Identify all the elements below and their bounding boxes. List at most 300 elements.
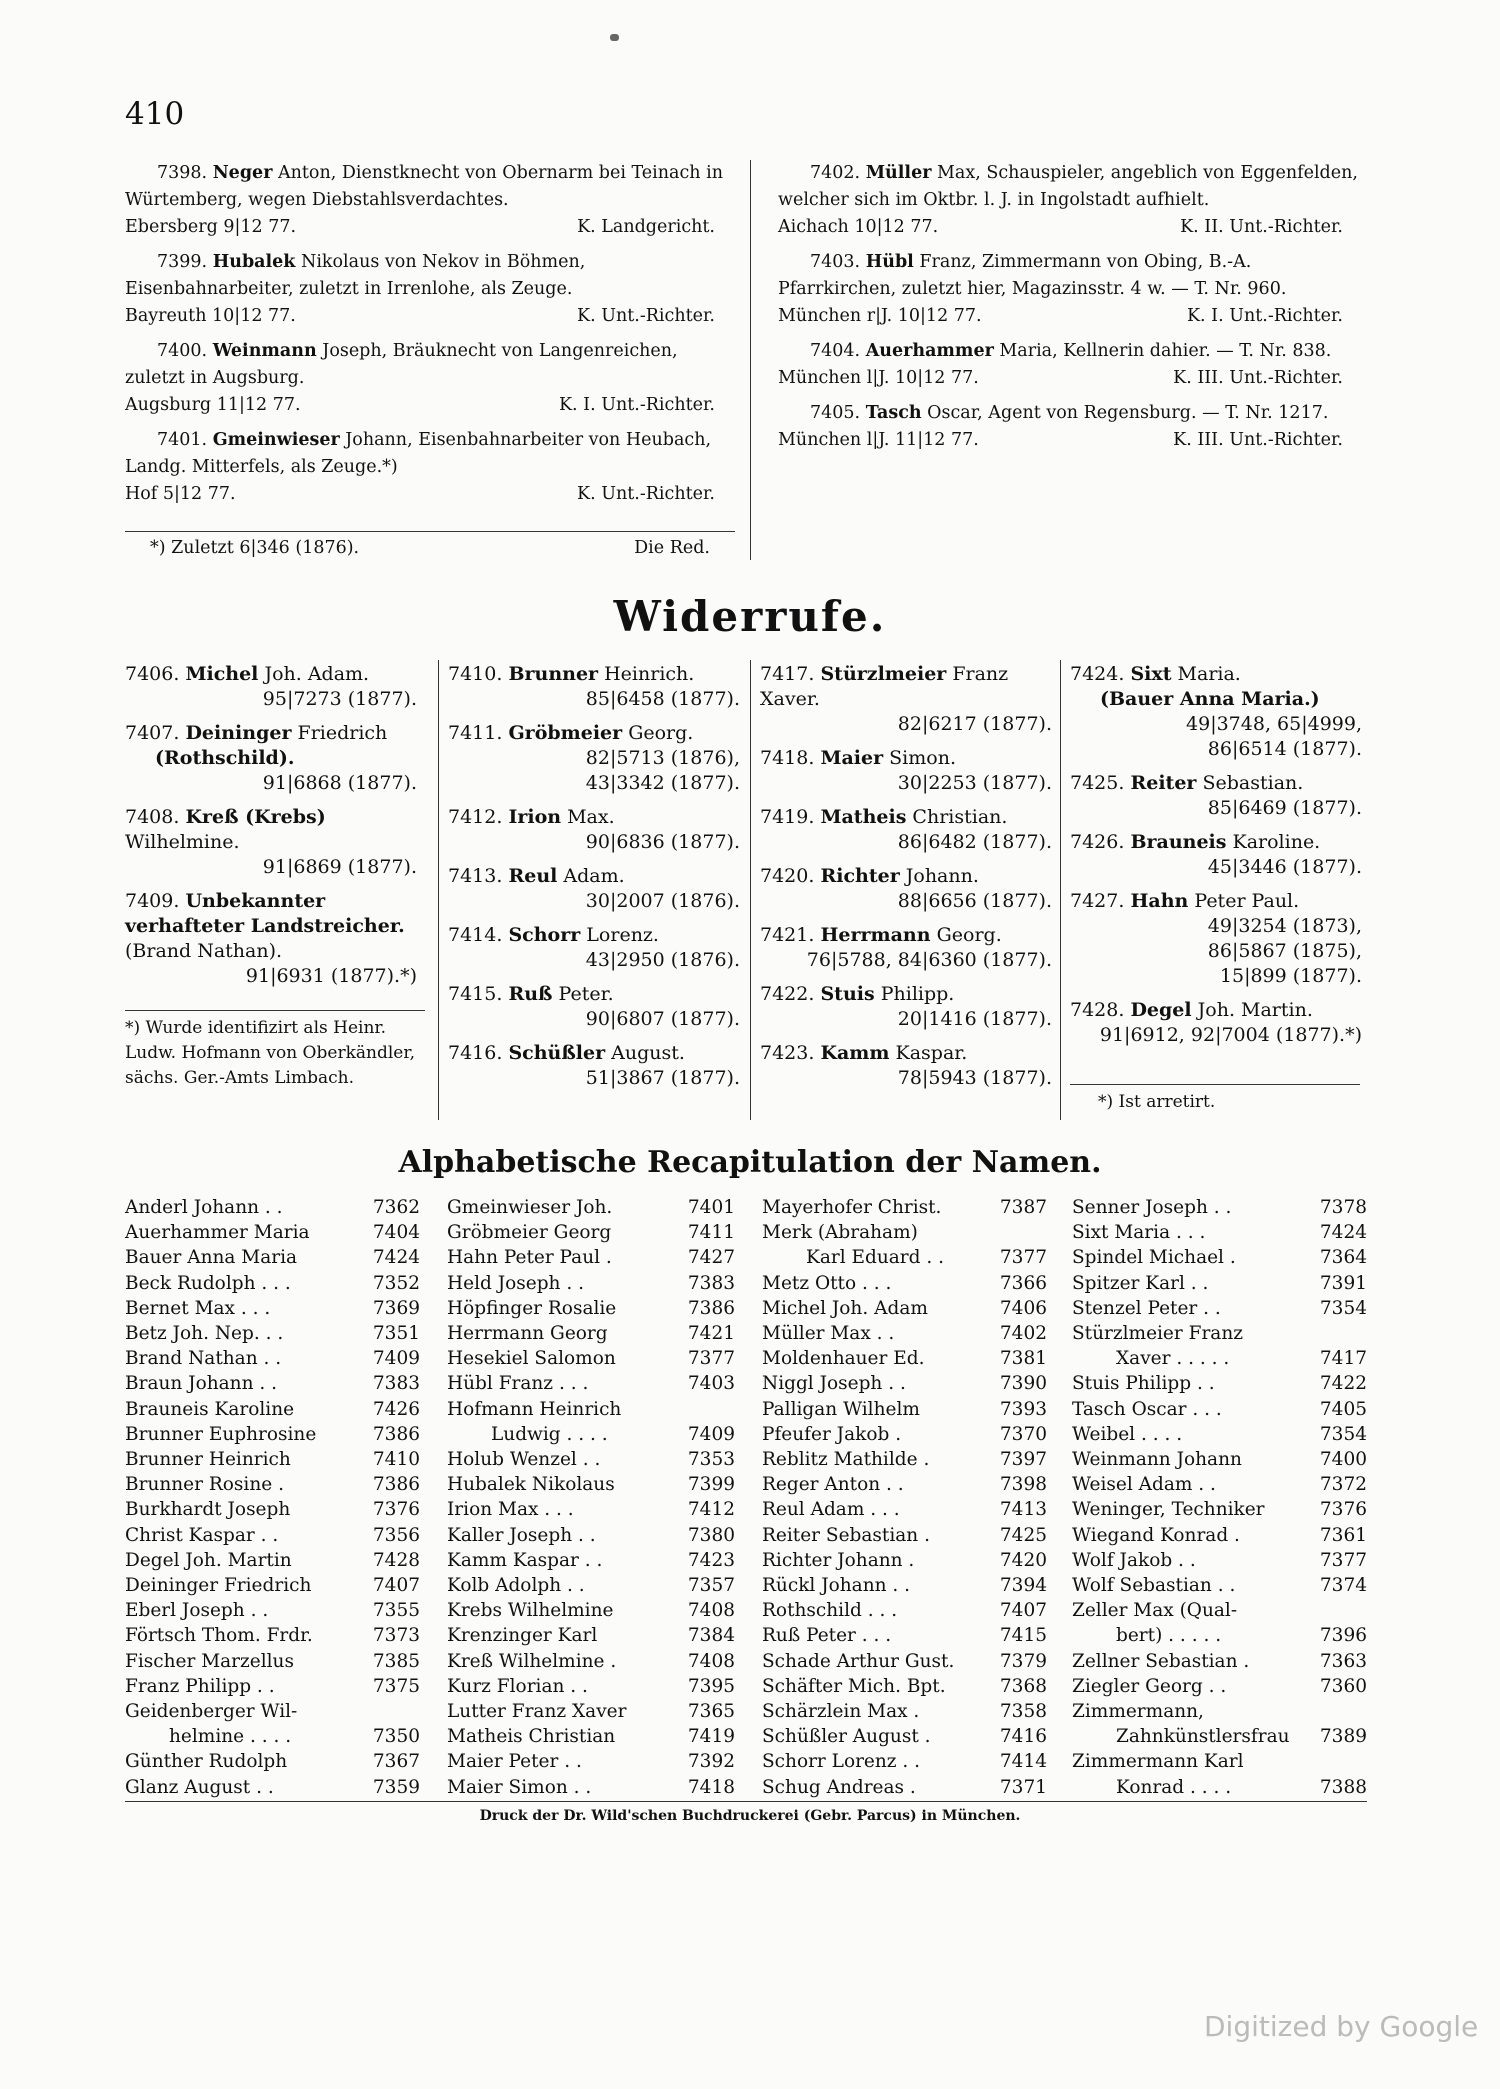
recap-number: 7364: [1319, 1247, 1367, 1269]
recap-row: [1072, 1775, 1367, 1800]
recap-name: Richter Johann .: [762, 1549, 915, 1571]
recap-number: 7389: [1319, 1726, 1367, 1748]
entry-description: Johann, Eisenbahnarbeiter von Heubach, Landg. Mitterfels, als Zeuge.*): [125, 430, 712, 477]
revocation-entry: [125, 662, 425, 712]
recap-row: [447, 1271, 735, 1296]
entry-firstname: Johann.: [899, 865, 979, 887]
recap-row: [447, 1245, 735, 1270]
revocation-head: [448, 923, 748, 948]
recap-row: [447, 1397, 735, 1422]
recap-number: 7356: [372, 1524, 420, 1546]
recap-name: Niggl Joseph . .: [762, 1373, 906, 1395]
recap-name: Zahnkünstlersfrau: [1116, 1726, 1290, 1748]
recap-name: Krenzinger Karl: [447, 1625, 598, 1647]
recap-number: 7370: [999, 1423, 1047, 1445]
recap-number: 7423: [687, 1549, 735, 1571]
recap-number: 7397: [999, 1449, 1047, 1471]
recap-row: [125, 1523, 420, 1548]
recap-row: [762, 1649, 1047, 1674]
recap-name: Betz Joh. Nep. . .: [125, 1323, 284, 1345]
entry-name: Stuis: [820, 983, 875, 1005]
entry-reference: 82|5713 (1876),: [585, 747, 740, 769]
widerrufe-column-1: [125, 662, 425, 998]
recap-name: Palligan Wilhelm: [762, 1398, 920, 1420]
recap-number: 7354: [1319, 1423, 1367, 1445]
recap-name: Kreß Wilhelmine .: [447, 1650, 617, 1672]
recap-row: [447, 1346, 735, 1371]
recap-name: Schäfter Mich. Bpt.: [762, 1675, 946, 1697]
recap-row: [762, 1598, 1047, 1623]
revocation-head: [125, 889, 425, 939]
recap-row: [125, 1674, 420, 1699]
recap-name: Kamm Kaspar . .: [447, 1549, 603, 1571]
recap-row: [125, 1447, 420, 1472]
entry-place-date: München l|J. 11|12 77.: [778, 430, 979, 450]
entry-number: 7421.: [760, 924, 815, 946]
recap-row: [125, 1472, 420, 1497]
notice-text: [125, 249, 735, 303]
recap-row: [1072, 1649, 1367, 1674]
recap-name: Kaller Joseph . .: [447, 1524, 596, 1546]
recap-row: [125, 1775, 420, 1800]
recap-number: 7386: [372, 1474, 420, 1496]
recap-row: [125, 1195, 420, 1220]
recap-number: 7408: [687, 1650, 735, 1672]
recap-row: [762, 1195, 1047, 1220]
recap-name: Rückl Johann . .: [762, 1575, 911, 1597]
recap-number: 7384: [687, 1625, 735, 1647]
entry-name: Hubalek: [212, 252, 296, 272]
entry-firstname: Georg.: [622, 722, 694, 744]
entry-name: Brunner: [508, 663, 599, 685]
entry-number: 7410.: [448, 663, 503, 685]
recap-number: 7380: [687, 1524, 735, 1546]
entry-firstname: Joh. Adam.: [258, 663, 370, 685]
recap-number: 7414: [999, 1751, 1047, 1773]
revocation-head: [760, 805, 1060, 830]
recap-row: [447, 1195, 735, 1220]
recap-name: Hofmann Heinrich: [447, 1398, 622, 1420]
recap-name: Gröbmeier Georg: [447, 1222, 612, 1244]
notice-text: [125, 338, 735, 392]
entry-name: Hahn: [1130, 890, 1189, 912]
recap-row: [762, 1724, 1047, 1749]
recap-row: [447, 1598, 735, 1623]
recap-name: Weinmann Johann: [1072, 1449, 1242, 1471]
recap-name: Beck Rudolph . . .: [125, 1272, 291, 1294]
footnote-text: *) Zuletzt 6|346 (1876).: [150, 538, 360, 558]
notice-entry: [125, 160, 735, 241]
recap-name: Zellner Sebastian .: [1072, 1650, 1250, 1672]
recap-name: Schorr Lorenz . .: [762, 1751, 921, 1773]
notice-entry: [778, 249, 1363, 330]
recap-name: Stenzel Peter . .: [1072, 1297, 1221, 1319]
recap-name: Reblitz Mathilde .: [762, 1449, 930, 1471]
entry-name: Deininger: [185, 722, 292, 744]
notice-entry: [778, 338, 1363, 392]
entry-name: Michel: [185, 663, 259, 685]
recap-name: Zimmermann,: [1072, 1701, 1204, 1723]
recap-row: [447, 1447, 735, 1472]
recap-number: 7416: [999, 1726, 1047, 1748]
recap-name: Auerhammer Maria: [125, 1222, 310, 1244]
revocation-entry: [760, 805, 1060, 855]
recap-row: [762, 1472, 1047, 1497]
recap-row: [447, 1749, 735, 1774]
recap-number: 7406: [999, 1297, 1047, 1319]
entry-name: Richter: [820, 865, 900, 887]
recap-name: Hübl Franz . . .: [447, 1373, 589, 1395]
entry-firstname: Kaspar.: [889, 1042, 968, 1064]
entry-alias: (Brand Nathan).: [125, 940, 283, 962]
entry-reference: 15|899 (1877).: [1219, 965, 1362, 987]
recap-number: 7365: [687, 1701, 735, 1723]
entry-description: Max, Schauspieler, angeblich von Eggenfelden, welcher sich im Oktbr. l. J. in Ingolstadt aufhielt.: [778, 163, 1358, 210]
entry-number: 7411.: [448, 722, 503, 744]
recap-row: [447, 1371, 735, 1396]
recap-name: Reger Anton . .: [762, 1474, 904, 1496]
revocation-entry: [125, 889, 425, 989]
recap-row: [447, 1321, 735, 1346]
revocation-entry: [760, 923, 1060, 973]
entry-authority: K. Unt.-Richter.: [577, 484, 715, 504]
recap-row: [1072, 1573, 1367, 1598]
recap-number: 7366: [999, 1272, 1047, 1294]
entry-number: 7419.: [760, 806, 815, 828]
footnote-rule: [125, 531, 735, 532]
column-divider: [1060, 660, 1061, 1120]
entry-reference: 49|3254 (1873),: [1207, 915, 1362, 937]
recap-number: 7386: [372, 1423, 420, 1445]
entry-description: Maria, Kellnerin dahier. — T. Nr. 838.: [993, 341, 1332, 361]
recap-name: Brauneis Karoline: [125, 1398, 295, 1420]
recap-number: 7353: [687, 1449, 735, 1471]
entry-authority: K. Unt.-Richter.: [577, 306, 715, 326]
recap-row: [125, 1497, 420, 1522]
recap-row: [125, 1724, 420, 1749]
revocation-head: [1070, 889, 1370, 914]
recap-name: Brunner Heinrich: [125, 1449, 291, 1471]
recap-row: [447, 1699, 735, 1724]
entry-number: 7409.: [125, 890, 180, 912]
recap-number: 7402: [999, 1323, 1047, 1345]
recap-name: Franz Philipp . .: [125, 1675, 275, 1697]
entry-number: 7406.: [125, 663, 180, 685]
recap-row: [762, 1220, 1047, 1245]
recap-number: 7390: [999, 1373, 1047, 1395]
recap-row: [1072, 1371, 1367, 1396]
recap-row: [762, 1371, 1047, 1396]
revocation-entry: [448, 1041, 748, 1091]
recap-number: 7405: [1319, 1398, 1367, 1420]
recap-number: 7383: [372, 1373, 420, 1395]
recap-name: Krebs Wilhelmine: [447, 1600, 614, 1622]
revocation-head: [1070, 662, 1370, 687]
revocation-entry: [1070, 830, 1370, 880]
recap-name: Weibel . . . .: [1072, 1423, 1183, 1445]
column-divider: [750, 660, 751, 1120]
entry-firstname: August.: [605, 1042, 685, 1064]
recap-name: helmine . . . .: [169, 1726, 292, 1748]
recap-number: 7388: [1319, 1776, 1367, 1798]
recap-row: [447, 1497, 735, 1522]
entry-firstname: Christian.: [906, 806, 1008, 828]
recap-name: Karl Eduard . .: [806, 1247, 944, 1269]
recap-name: Weninger, Techniker: [1072, 1499, 1265, 1521]
entry-reference: 85|6469 (1877).: [1207, 797, 1362, 819]
entry-description: Anton, Dienstknecht von Obernarm bei Teinach in Würtemberg, wegen Diebstahlsverdachtes.: [125, 163, 723, 210]
recap-name: Zimmermann Karl: [1072, 1751, 1244, 1773]
recap-number: 7421: [687, 1323, 735, 1345]
recap-name: Moldenhauer Ed.: [762, 1348, 925, 1370]
recap-name: Wiegand Konrad .: [1072, 1524, 1240, 1546]
entry-reference: 30|2007 (1876).: [585, 890, 740, 912]
recap-number: 7377: [1319, 1549, 1367, 1571]
revocation-entry: [760, 662, 1060, 737]
revocation-entry: [1070, 998, 1370, 1048]
recap-number: 7422: [1319, 1373, 1367, 1395]
recap-row: [125, 1220, 420, 1245]
recap-row: [125, 1623, 420, 1648]
recap-number: 7418: [687, 1776, 735, 1798]
entry-name: Herrmann: [820, 924, 931, 946]
recap-number: 7376: [372, 1499, 420, 1521]
entry-place-date: Augsburg 11|12 77.: [125, 395, 301, 415]
entry-signature-line: [125, 392, 735, 419]
recap-row: [1072, 1245, 1367, 1270]
revocation-entry: [125, 721, 425, 796]
entry-firstname: Friedrich: [291, 722, 388, 744]
widerrufe-column-3: [760, 662, 1060, 1100]
entry-description: Joseph, Bräuknecht von Langenreichen, zuletzt in Augsburg.: [125, 341, 678, 388]
entry-description: Nikolaus von Nekov in Böhmen, Eisenbahnarbeiter, zuletzt in Irrenlohe, als Zeuge.: [125, 252, 586, 299]
recap-name: Hahn Peter Paul .: [447, 1247, 612, 1269]
entry-number: 7401.: [157, 430, 208, 450]
recap-number: 7426: [372, 1398, 420, 1420]
entry-number: 7417.: [760, 663, 815, 685]
recap-name: Senner Joseph . .: [1072, 1197, 1232, 1218]
recap-row: [762, 1699, 1047, 1724]
recap-number: 7415: [999, 1625, 1047, 1647]
revocation-entry: [448, 864, 748, 914]
recap-row: [762, 1573, 1047, 1598]
recap-number: 7398: [999, 1474, 1047, 1496]
revocation-head: [760, 662, 1060, 687]
entry-name: Ruß: [508, 983, 553, 1005]
entry-number: 7403.: [810, 252, 861, 272]
recap-row: [1072, 1724, 1367, 1749]
entry-reference: 20|1416 (1877).: [897, 1008, 1052, 1030]
entry-number: 7400.: [157, 341, 208, 361]
recap-row: [762, 1623, 1047, 1648]
recap-number: 7409: [687, 1423, 735, 1445]
entry-firstname: Simon.: [883, 747, 956, 769]
revocation-head: [1070, 830, 1370, 855]
entry-number: 7413.: [448, 865, 503, 887]
recap-name: Konrad . . . .: [1116, 1776, 1232, 1798]
recap-name: Förtsch Thom. Frdr.: [125, 1625, 313, 1647]
recap-row: [125, 1346, 420, 1371]
entry-number: 7398.: [157, 163, 208, 183]
recap-name: Held Joseph . .: [447, 1272, 584, 1294]
entry-firstname: Franz: [946, 663, 1009, 685]
notice-text: [125, 160, 735, 214]
recap-number: 7428: [372, 1549, 420, 1571]
recap-name: Braun Johann . .: [125, 1373, 278, 1395]
recap-number: 7360: [1319, 1675, 1367, 1697]
entry-alias: Xaver.: [760, 688, 820, 710]
entry-number: 7416.: [448, 1042, 503, 1064]
recap-row: [125, 1245, 420, 1270]
revocation-head: [448, 662, 748, 687]
revocation-entry: [1070, 662, 1370, 762]
recap-name: Sixt Maria . . .: [1072, 1222, 1206, 1244]
entry-firstname: Lorenz.: [580, 924, 659, 946]
entry-reference: 86|6482 (1877).: [897, 831, 1052, 853]
entry-name: Stürzlmeier: [820, 663, 947, 685]
entry-firstname: Heinrich.: [598, 663, 695, 685]
recap-number: 7377: [687, 1348, 735, 1370]
recap-number: 7394: [999, 1575, 1047, 1597]
recap-row: [125, 1649, 420, 1674]
recap-heading: Alphabetische Recapitulation der Namen.: [398, 1145, 1102, 1180]
entry-number: 7402.: [810, 163, 861, 183]
recap-name: Schade Arthur Gust.: [762, 1650, 955, 1672]
recap-number: 7358: [999, 1701, 1047, 1723]
revocation-entry: [448, 805, 748, 855]
recap-name: Kurz Florian . .: [447, 1675, 588, 1697]
entry-authority: K. III. Unt.-Richter.: [1173, 430, 1343, 450]
entry-place-date: Aichach 10|12 77.: [778, 217, 939, 237]
recap-column-4: [1072, 1195, 1367, 1800]
recap-name: Schüßler August .: [762, 1726, 931, 1748]
recap-name: Geidenberger Wil-: [125, 1701, 298, 1723]
recap-number: 7407: [372, 1575, 420, 1597]
recap-row: [1072, 1220, 1367, 1245]
recap-number: 7375: [372, 1675, 420, 1697]
notice-text: [125, 427, 735, 481]
revocation-head: [760, 1041, 1060, 1066]
recap-number: 7354: [1319, 1297, 1367, 1319]
recap-row: [447, 1548, 735, 1573]
entry-number: 7405.: [810, 403, 861, 423]
recap-name: Hesekiel Salomon: [447, 1348, 616, 1370]
recap-row: [125, 1397, 420, 1422]
entry-reference: 91|6869 (1877).: [262, 856, 417, 878]
recap-row: [762, 1674, 1047, 1699]
notice-entry: [125, 338, 735, 419]
recap-row: [447, 1573, 735, 1598]
entry-number: 7412.: [448, 806, 503, 828]
recap-row: [447, 1523, 735, 1548]
entry-number: 7399.: [157, 252, 208, 272]
recap-number: 7412: [687, 1499, 735, 1521]
column-divider: [438, 660, 439, 1120]
recap-row: [125, 1598, 420, 1623]
recap-number: 7410: [372, 1449, 420, 1471]
recap-row: [1072, 1397, 1367, 1422]
entry-number: 7414.: [448, 924, 503, 946]
entry-firstname: Karoline.: [1226, 831, 1321, 853]
entry-place-date: München l|J. 10|12 77.: [778, 368, 979, 388]
recap-number: 7374: [1319, 1575, 1367, 1597]
entry-place-date: Hof 5|12 77.: [125, 484, 236, 504]
recap-name: Xaver . . . . .: [1116, 1348, 1230, 1370]
recap-name: Maier Peter . .: [447, 1751, 582, 1773]
widerrufe-column-2: [448, 662, 748, 1100]
recap-name: Hubalek Nikolaus: [447, 1474, 615, 1496]
entry-reference: 90|6807 (1877).: [585, 1008, 740, 1030]
recap-name: Spitzer Karl . .: [1072, 1272, 1209, 1294]
entry-firstname: Maria.: [1171, 663, 1241, 685]
entry-authority: K. I. Unt.-Richter.: [1186, 306, 1343, 326]
recap-name: Weisel Adam . .: [1072, 1474, 1216, 1496]
entry-name: Gmeinwieser: [212, 430, 340, 450]
entry-reference: 91|6931 (1877).*): [245, 965, 417, 987]
entry-firstname: Adam.: [557, 865, 625, 887]
recap-number: 7385: [372, 1650, 420, 1672]
entry-signature-line: [125, 214, 735, 241]
recap-name: Reiter Sebastian .: [762, 1524, 930, 1546]
recap-name: Stuis Philipp . .: [1072, 1373, 1215, 1395]
recap-row: [125, 1699, 420, 1724]
entry-reference: 85|6458 (1877).: [585, 688, 740, 710]
entry-signature-line: [778, 214, 1363, 241]
recap-row: [762, 1523, 1047, 1548]
recap-row: [762, 1346, 1047, 1371]
recap-name: Gmeinwieser Joh.: [447, 1197, 613, 1218]
entry-reference: 82|6217 (1877).: [897, 713, 1052, 735]
recap-number: 7396: [1319, 1625, 1367, 1647]
entry-name: Kreß (Krebs): [185, 806, 326, 828]
widerrufe-footnote-1: *) Wurde identifizirt als Heinr. Ludw. Hofmann von Oberkändler, sächs. Ger.-Amts Limbach.: [125, 1018, 415, 1088]
recap-number: 7379: [999, 1650, 1047, 1672]
recap-row: [762, 1497, 1047, 1522]
recap-number: 7427: [687, 1247, 735, 1269]
recap-row: [1072, 1296, 1367, 1321]
recap-number: 7378: [1319, 1197, 1367, 1218]
recap-number: 7372: [1319, 1474, 1367, 1496]
revocation-entry: [760, 746, 1060, 796]
recap-name: Günther Rudolph: [125, 1751, 288, 1773]
entry-signature-line: [778, 365, 1363, 392]
recap-name: Metz Otto . . .: [762, 1272, 892, 1294]
recap-name: Fischer Marzellus: [125, 1650, 294, 1672]
revocation-head: [760, 982, 1060, 1007]
entry-name: Sixt: [1130, 663, 1172, 685]
entry-name: Tasch: [865, 403, 922, 423]
entry-number: 7426.: [1070, 831, 1125, 853]
recap-name: Ruß Peter . . .: [762, 1625, 892, 1647]
recap-name: Maier Simon . .: [447, 1776, 592, 1798]
recap-name: Burkhardt Joseph: [125, 1499, 291, 1521]
entry-name: Kamm: [820, 1042, 890, 1064]
entry-alias: (Bauer Anna Maria.): [1100, 688, 1320, 710]
recap-row: [1072, 1321, 1367, 1346]
recap-number: 7351: [372, 1323, 420, 1345]
recap-name: Brunner Euphrosine: [125, 1423, 317, 1445]
recap-name: Irion Max . . .: [447, 1499, 574, 1521]
recap-name: Rothschild . . .: [762, 1600, 898, 1622]
recap-number: 7399: [687, 1474, 735, 1496]
notice-column-right: [778, 160, 1363, 462]
recap-number: 7373: [372, 1625, 420, 1647]
recap-row: [447, 1296, 735, 1321]
entry-name: Auerhammer: [865, 341, 994, 361]
recap-number: 7395: [687, 1675, 735, 1697]
revocation-entry: [448, 662, 748, 712]
recap-row: [447, 1649, 735, 1674]
